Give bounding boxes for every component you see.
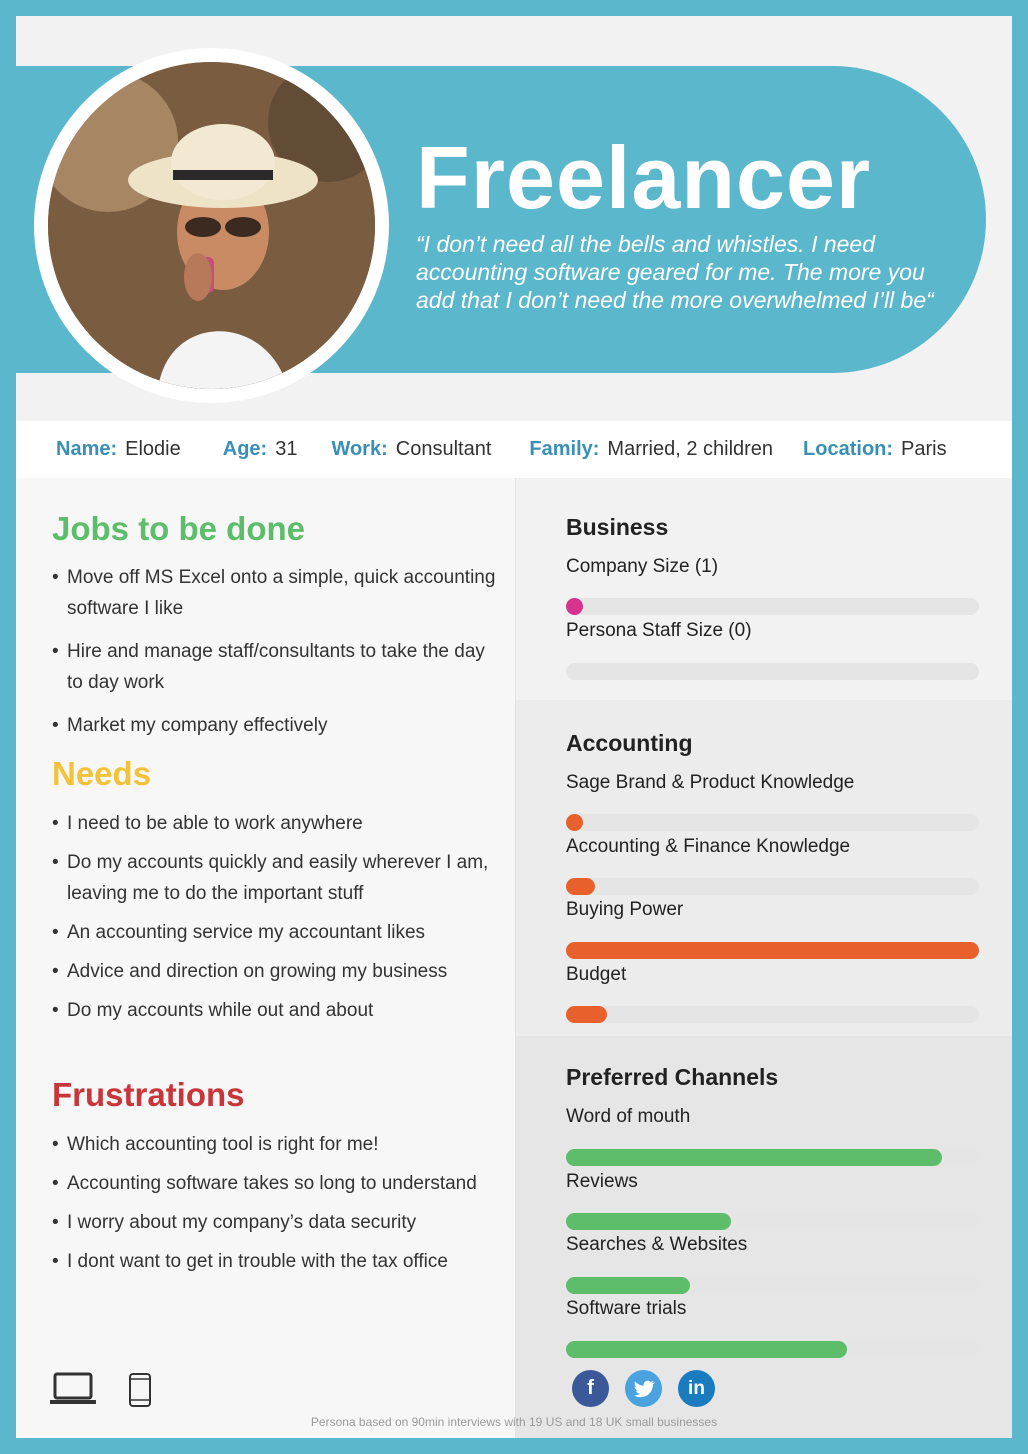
bar-track-budget (566, 1006, 979, 1023)
laptop-icon (50, 1372, 96, 1413)
jobs-heading: Jobs to be done (52, 510, 306, 547)
footnote: Persona based on 90min interviews with 19 US and 18 UK small businesses (310, 1415, 718, 1429)
persona-title: Freelancer (416, 128, 872, 227)
location-label: Location: (803, 438, 894, 460)
work-label: Work: (331, 438, 388, 460)
bar-track-sage-knowledge (566, 814, 979, 831)
list-item: • Do my accounts quickly and easily wherever I am, leaving me to do the important stuff (52, 847, 502, 909)
profile-bar (16, 421, 1012, 478)
bar-fill-sage-knowledge (566, 814, 583, 831)
name-label: Name: (56, 438, 118, 460)
bar-fill-budget (566, 1006, 607, 1023)
profile-family (529, 438, 773, 461)
accounting-heading: Accounting (566, 730, 693, 756)
location-value: Paris (901, 438, 947, 460)
frustrations-list (52, 1129, 502, 1285)
needs-list (52, 808, 502, 1034)
bar-fill-reviews (566, 1213, 731, 1230)
bar-label-company-size: Company Size (1) (566, 556, 719, 577)
business-heading: Business (566, 514, 669, 540)
family-value: Married, 2 children (607, 438, 774, 460)
avatar (34, 48, 389, 403)
persona-photo (48, 62, 375, 389)
work-value: Consultant (395, 438, 492, 460)
list-item: • Market my company effectively (52, 710, 502, 741)
list-item: • Accounting software takes so long to understand (52, 1168, 502, 1199)
bar-fill-software-trials (566, 1341, 847, 1358)
bar-label-searches-websites: Searches & Websites (566, 1234, 748, 1255)
profile-name (56, 438, 181, 461)
channels-heading: Preferred Channels (566, 1064, 779, 1090)
social-icons (572, 1370, 715, 1407)
bar-track-company-size (566, 598, 979, 615)
persona-photo-illustration (48, 62, 375, 389)
persona-quote: “I don’t need all the bells and whistles. I need accounting software geared for me. The more you add that I don’t need the more overwhelmed I’ll be“ (416, 231, 934, 313)
accounting-section (516, 700, 1012, 1036)
bar-label-staff-size: Persona Staff Size (0) (566, 620, 752, 641)
bar-label-software-trials: Software trials (566, 1298, 687, 1319)
list-item: • I worry about my company’s data security (52, 1207, 502, 1238)
linkedin-icon[interactable]: in (678, 1370, 715, 1407)
bar-label-buying-power: Buying Power (566, 899, 684, 920)
bar-dot-company-size (566, 598, 583, 615)
needs-heading: Needs (52, 755, 152, 792)
left-column (16, 478, 516, 1438)
age-value: 31 (275, 438, 298, 460)
business-section (516, 478, 1012, 700)
bar-track-finance-knowledge (566, 878, 979, 895)
profile-location (803, 438, 947, 461)
bar-label-finance-knowledge: Accounting & Finance Knowledge (566, 836, 851, 857)
name-value: Elodie (125, 438, 181, 460)
list-item: • Which accounting tool is right for me! (52, 1129, 502, 1160)
persona-card (16, 16, 1012, 1438)
bar-fill-buying-power (566, 942, 979, 959)
bar-label-reviews: Reviews (566, 1171, 638, 1192)
bar-fill-finance-knowledge (566, 878, 595, 895)
bar-fill-word-of-mouth (566, 1149, 942, 1166)
bar-label-word-of-mouth: Word of mouth (566, 1106, 691, 1127)
family-label: Family: (529, 438, 600, 460)
frustrations-heading: Frustrations (52, 1076, 245, 1113)
list-item: • Hire and manage staff/consultants to take the day to day work (52, 636, 502, 698)
list-item: • Advice and direction on growing my business (52, 956, 502, 987)
bar-label-sage-knowledge: Sage Brand & Product Knowledge (566, 772, 855, 793)
bar-track-reviews (566, 1213, 979, 1230)
list-item: • I dont want to get in trouble with the tax office (52, 1246, 502, 1277)
age-label: Age: (222, 438, 268, 460)
mobile-phone-icon (128, 1372, 152, 1413)
bar-track-word-of-mouth (566, 1149, 979, 1166)
facebook-icon[interactable]: f (572, 1370, 609, 1407)
list-item: • I need to be able to work anywhere (52, 808, 502, 839)
bar-track-software-trials (566, 1341, 979, 1358)
list-item: • An accounting service my accountant likes (52, 917, 502, 948)
profile-work (331, 438, 491, 461)
twitter-icon[interactable] (625, 1370, 662, 1407)
bar-track-buying-power (566, 942, 979, 959)
bar-track-staff-size (566, 663, 979, 680)
list-item: • Do my accounts while out and about (52, 995, 502, 1026)
list-item: • Move off MS Excel onto a simple, quick accounting software I like (52, 562, 502, 624)
device-icons (50, 1372, 152, 1413)
bar-fill-searches-websites (566, 1277, 690, 1294)
bar-label-budget: Budget (566, 964, 627, 985)
right-column (516, 478, 1012, 1438)
profile-age (223, 438, 298, 461)
jobs-list (52, 562, 502, 753)
bar-track-searches-websites (566, 1277, 979, 1294)
